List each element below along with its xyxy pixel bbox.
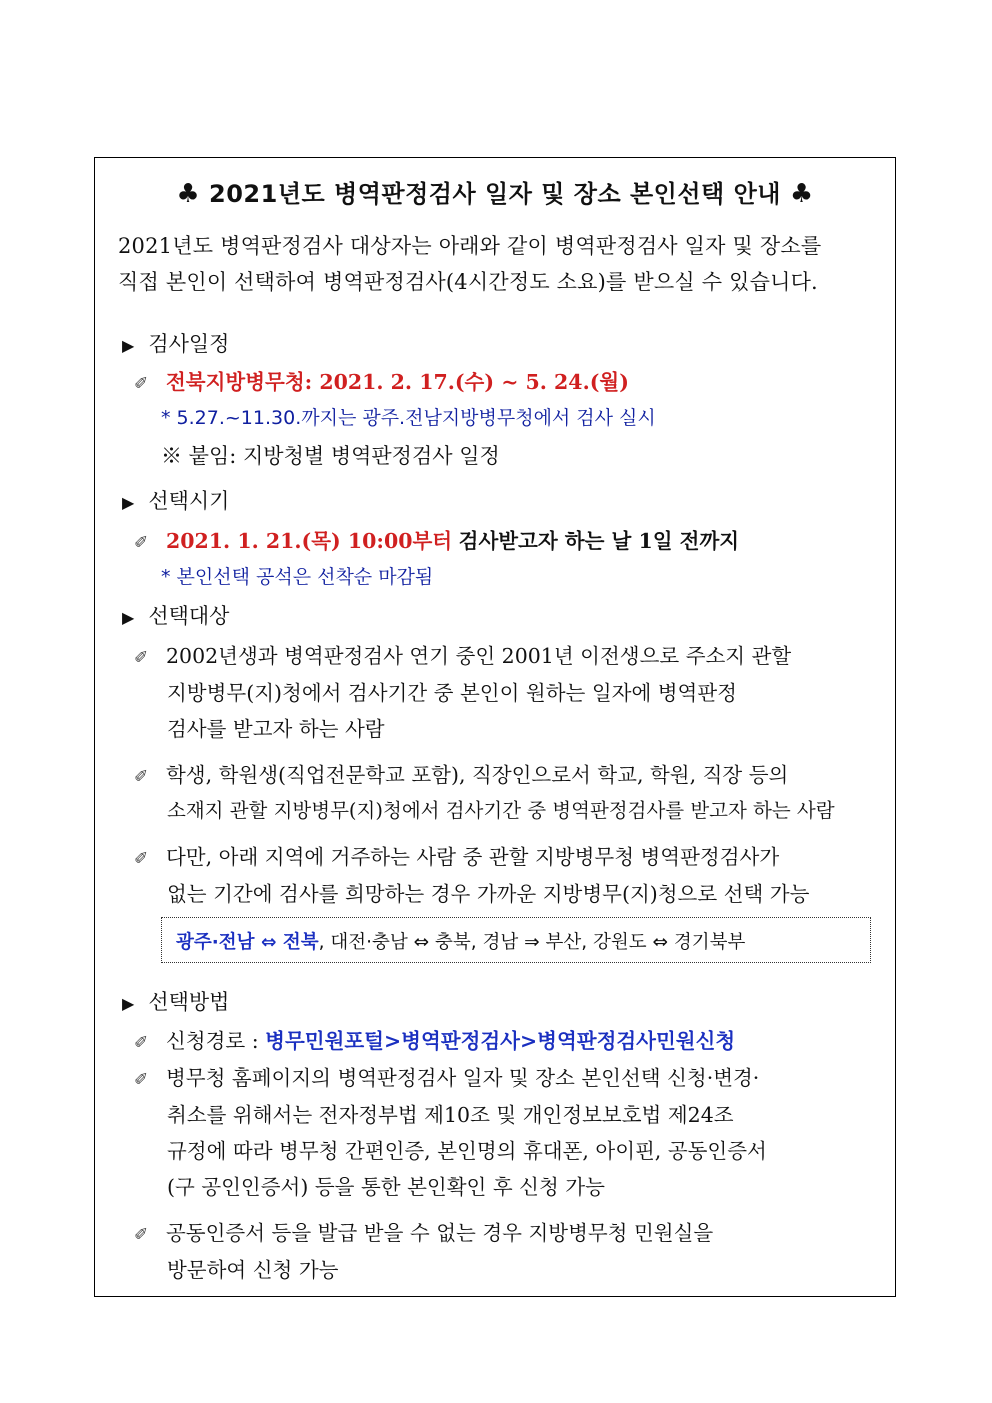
notice-frame: [94, 157, 896, 1297]
region-highlight: 광주·전남 ⇔ 전북: [176, 932, 319, 953]
intro-line-1: 2021년도 병역판정검사 대상자는 아래와 같이 병역판정검사 일자 및 장소를: [118, 234, 822, 258]
method-item-2-line: 취소를 위해서는 전자정부법 제10조 및 개인정보보호법 제24조: [167, 1103, 734, 1127]
triangle-bullet-icon: ▶: [122, 608, 135, 627]
method-item-3-line: 공동인증서 등을 발급 받을 수 없는 경우 지방병무청 민원실을: [166, 1221, 714, 1245]
target-item-1-line: 검사를 받고자 하는 사람: [167, 717, 385, 741]
period-item: [134, 524, 739, 554]
triangle-bullet-icon: ▶: [122, 336, 135, 355]
target-item-3-line: 없는 기간에 검사를 희망하는 경우 가까운 지방병무(지)청으로 선택 가능: [167, 882, 810, 906]
method-path-label: 신청경로 :: [166, 1029, 259, 1053]
pencil-icon: ✐: [134, 1070, 149, 1090]
target-item-1: [134, 639, 791, 669]
section-period: [122, 485, 229, 515]
target-item-3: [134, 840, 779, 870]
section-heading: 선택대상: [148, 604, 230, 628]
method-item-3: [134, 1216, 713, 1246]
section-heading: 선택방법: [148, 990, 230, 1014]
target-item-3-line: 다만, 아래 지역에 거주하는 사람 중 관할 지방병무청 병역판정검사가: [166, 845, 780, 869]
pencil-icon: ✐: [134, 1225, 149, 1245]
method-path-value: 병무민원포털>병역판정검사>병역판정검사민원신청: [265, 1029, 736, 1053]
club-icon: ♣: [176, 179, 201, 209]
target-item-1-line: 2002년생과 병역판정검사 연기 중인 2001년 이전생으로 주소지 관할: [166, 644, 792, 668]
title-text: 2021년도 병역판정검사 일자 및 장소 본인선택 안내: [209, 180, 781, 208]
method-path: [134, 1024, 735, 1054]
target-item-1-line: 지방병무(지)청에서 검사기간 중 본인이 원하는 일자에 병역판정: [167, 681, 737, 705]
region-box: [161, 917, 871, 963]
section-target: [122, 600, 229, 630]
schedule-note: * 5.27.~11.30.까지는 광주.전남지방병무청에서 검사 실시: [161, 407, 656, 429]
target-item-2-line: 소재지 관할 지방병무(지)청에서 검사기간 중 병역판정검사를 받고자 하는 사람: [167, 799, 835, 822]
pencil-icon: ✐: [134, 648, 149, 668]
period-note: * 본인선택 공석은 선착순 마감됨: [161, 566, 434, 588]
method-item-2-line: 규정에 따라 병무청 간편인증, 본인명의 휴대폰, 아이핀, 공동인증서: [167, 1139, 767, 1163]
method-item-2: [134, 1061, 759, 1091]
period-end: 검사받고자 하는 날 1일 전까지: [458, 529, 740, 553]
section-heading: 검사일정: [148, 332, 230, 356]
pencil-icon: ✐: [134, 533, 149, 553]
method-item-2-line: (구 공인인증서) 등을 통한 본인확인 후 신청 가능: [167, 1175, 605, 1199]
period-start: 2021. 1. 21.(목) 10:00부터: [166, 529, 453, 553]
method-item-3-line: 방문하여 신청 가능: [167, 1258, 339, 1282]
schedule-dates: 전북지방병무청: 2021. 2. 17.(수) ~ 5. 24.(월): [166, 370, 629, 394]
section-schedule: [122, 328, 229, 358]
triangle-bullet-icon: ▶: [122, 994, 135, 1013]
schedule-attachment: ※ 붙임: 지방청별 병역판정검사 일정: [161, 444, 500, 468]
section-heading: 선택시기: [148, 489, 230, 513]
schedule-item: [134, 365, 629, 395]
method-item-2-line: 병무청 홈페이지의 병역판정검사 일자 및 장소 본인선택 신청·변경·: [166, 1066, 760, 1090]
target-item-2: [134, 758, 788, 788]
target-item-2-line: 학생, 학원생(직업전문학교 포함), 직장인으로서 학교, 학원, 직장 등의: [166, 763, 789, 787]
pencil-icon: ✐: [134, 1033, 149, 1053]
club-icon: ♣: [789, 179, 814, 209]
pencil-icon: ✐: [134, 374, 149, 394]
notice-title: [95, 174, 895, 209]
pencil-icon: ✐: [134, 767, 149, 787]
region-rest: , 대전·충남 ⇔ 충북, 경남 ⇒ 부산, 강원도 ⇔ 경기북부: [318, 932, 746, 953]
intro-line-2: 직접 본인이 선택하여 병역판정검사(4시간정도 소요)를 받으실 수 있습니다.: [118, 270, 818, 294]
triangle-bullet-icon: ▶: [122, 493, 135, 512]
pencil-icon: ✐: [134, 849, 149, 869]
section-method: [122, 986, 229, 1016]
